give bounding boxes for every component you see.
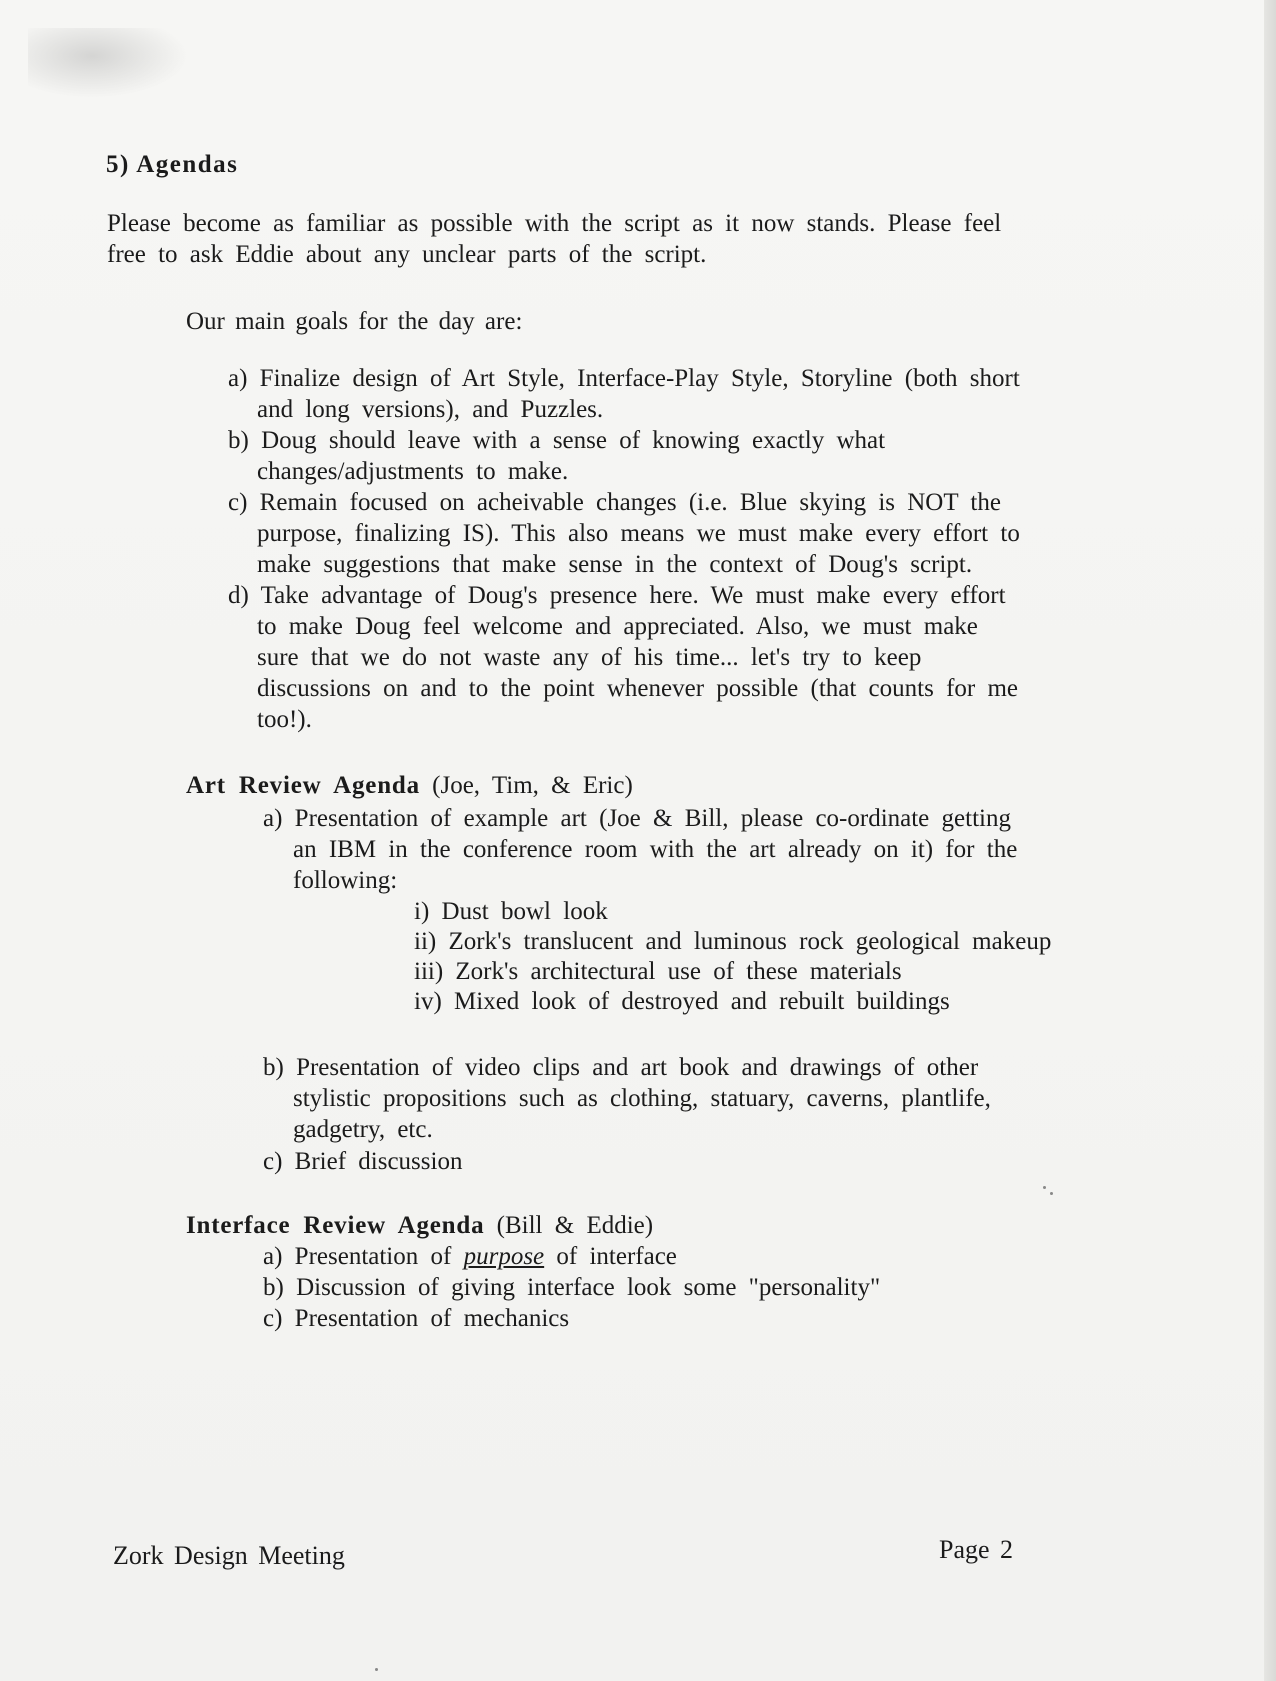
goal-line: too!). [257, 706, 312, 733]
scan-smudge [28, 28, 188, 98]
art-item-line: gadgetry, etc. [293, 1116, 433, 1143]
scan-speck [1050, 1192, 1053, 1195]
art-item-line: an IBM in the conference room with the art already on it) for the [293, 836, 1018, 863]
interface-item-prefix: a) Presentation of [263, 1243, 452, 1270]
page-edge-shadow [1264, 0, 1276, 1681]
goal-item-c [228, 487, 1020, 580]
interface-item-a [263, 1241, 677, 1272]
interface-review-title [186, 1212, 653, 1240]
interface-item-c: c) Presentation of mechanics [263, 1305, 570, 1332]
section-heading: 5) Agendas [106, 151, 239, 178]
interface-item-emphasis: purpose [463, 1243, 545, 1270]
interface-item-suffix: of interface [556, 1243, 677, 1270]
art-item-b [263, 1052, 991, 1145]
goals-lead: Our main goals for the day are: [186, 308, 523, 335]
art-item-line: stylistic propositions such as clothing, statuary, caverns, plantlife, [293, 1085, 991, 1112]
art-item-line: a) Presentation of example art (Joe & Bill, please co-ordinate getting [263, 805, 1011, 832]
goal-line: sure that we do not waste any of his time... let's try to keep [257, 644, 922, 671]
goal-item-b [228, 425, 885, 487]
interface-item-b: b) Discussion of giving interface look some "personality" [263, 1274, 881, 1301]
goal-line: d) Take advantage of Doug's presence here. We must make every effort [228, 582, 1006, 609]
goal-line: changes/adjustments to make. [257, 458, 569, 485]
art-review-title [186, 772, 633, 800]
art-sub-item: iii) Zork's architectural use of these materials [414, 958, 902, 985]
footer-title: Zork Design Meeting [113, 1541, 345, 1570]
interface-review-attendees: (Bill & Eddie) [496, 1212, 654, 1239]
goal-line: and long versions), and Puzzles. [257, 396, 604, 423]
goal-item-d [228, 580, 1018, 735]
art-item-c: c) Brief discussion [263, 1148, 463, 1175]
goal-line: a) Finalize design of Art Style, Interface-Play Style, Storyline (both short [228, 365, 1020, 392]
art-review-heading: Art Review Agenda [186, 772, 420, 799]
page-number: Page 2 [939, 1535, 1014, 1564]
goal-line: to make Doug feel welcome and appreciated. Also, we must make [257, 613, 978, 640]
goal-item-a [228, 363, 1020, 425]
art-item-line: following: [293, 867, 398, 894]
art-sub-item: i) Dust bowl look [414, 898, 608, 925]
goal-line: c) Remain focused on acheivable changes (i.e. Blue skying is NOT the [228, 489, 1001, 516]
goal-line: make suggestions that make sense in the context of Doug's script. [257, 551, 973, 578]
art-sub-item: ii) Zork's translucent and luminous rock geological makeup [414, 928, 1052, 955]
interface-review-heading: Interface Review Agenda [186, 1212, 485, 1239]
art-sub-item: iv) Mixed look of destroyed and rebuilt buildings [414, 988, 950, 1015]
art-review-attendees: (Joe, Tim, & Eric) [432, 772, 633, 799]
art-item-a [263, 803, 1017, 896]
intro-line: Please become as familiar as possible with the script as it now stands. Please feel [107, 210, 1002, 237]
goal-line: b) Doug should leave with a sense of knowing exactly what [228, 427, 886, 454]
scan-speck [1043, 1186, 1046, 1189]
intro-line: free to ask Eddie about any unclear parts of the script. [107, 241, 707, 268]
goal-line: discussions on and to the point whenever possible (that counts for me [257, 675, 1019, 702]
intro-paragraph [107, 208, 1001, 270]
scan-speck [375, 1668, 378, 1671]
goal-line: purpose, finalizing IS). This also means we must make every effort to [257, 520, 1020, 547]
art-item-line: b) Presentation of video clips and art book and drawings of other [263, 1054, 979, 1081]
